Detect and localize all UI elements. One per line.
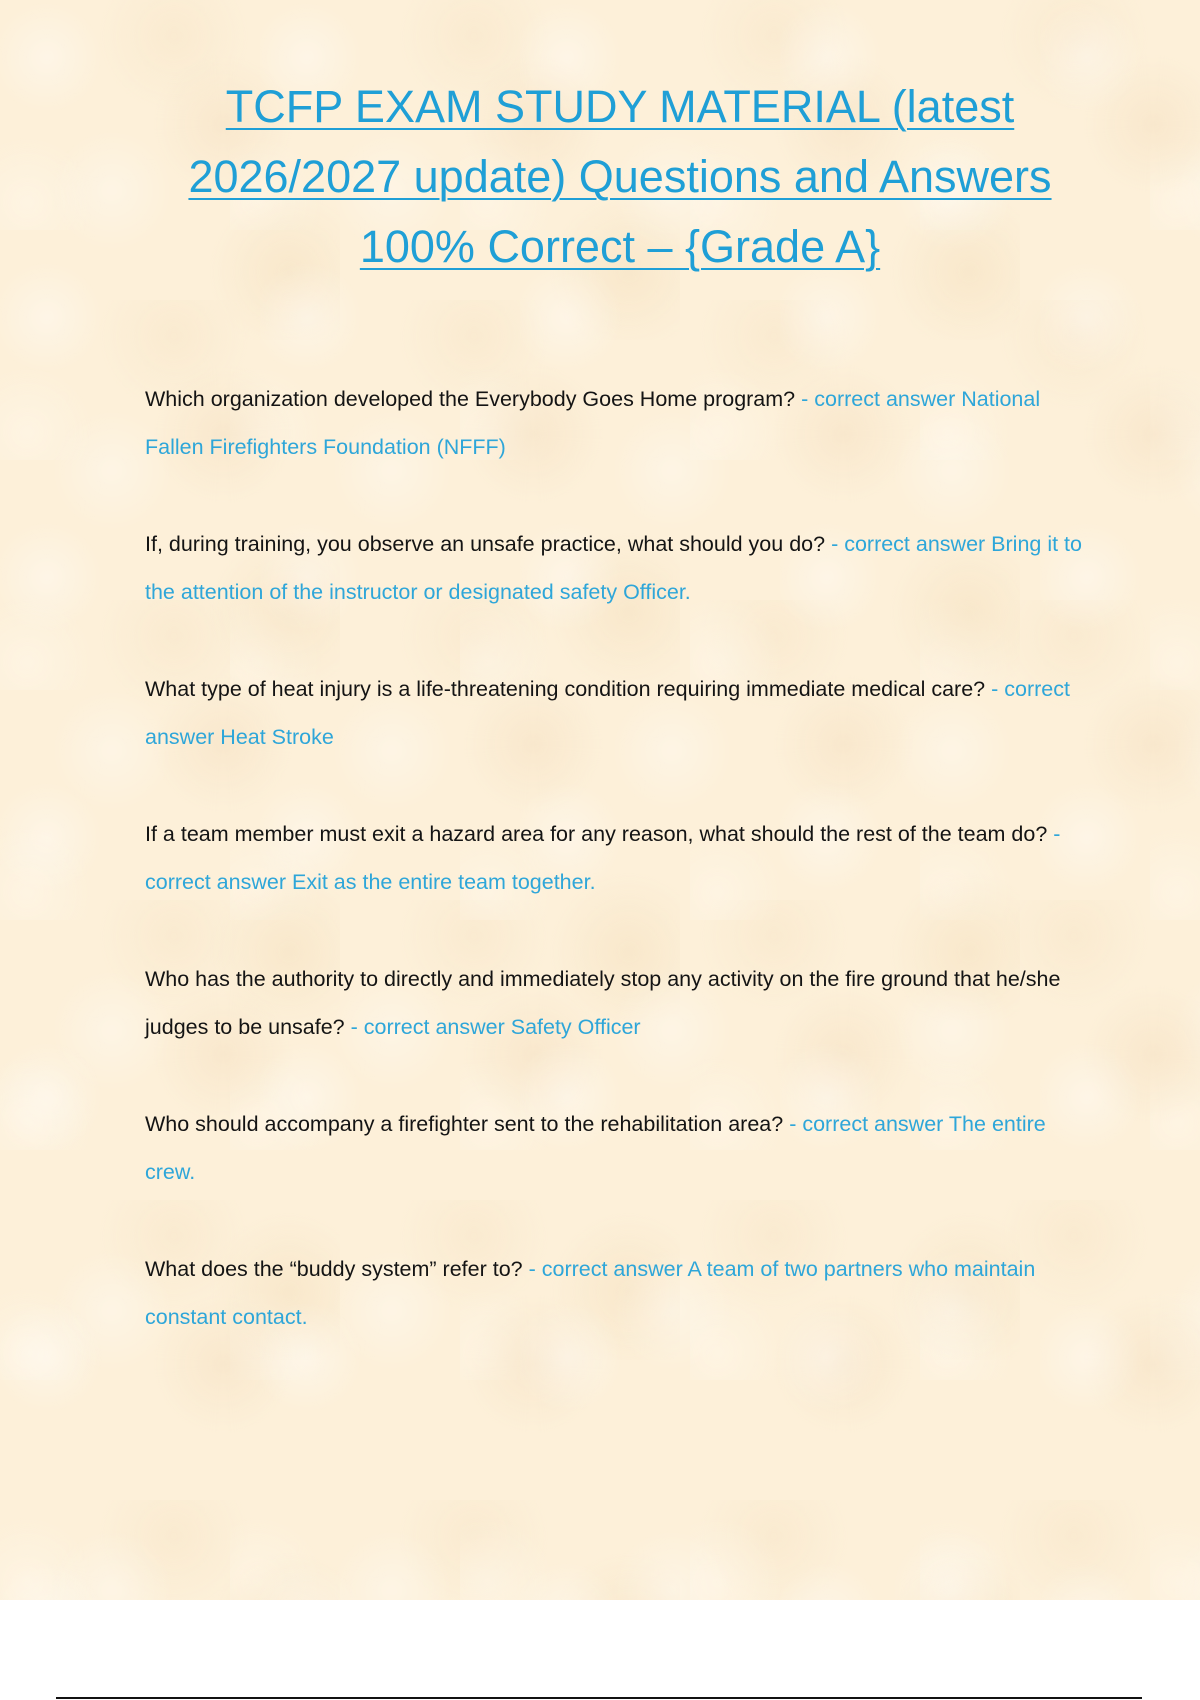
qa-item [145, 810, 1085, 906]
answer-marker: - correct answer [145, 822, 1061, 894]
qa-item [145, 955, 1085, 1051]
answer-marker: - correct answer [528, 1257, 683, 1281]
question-text: What type of heat injury is a life-threatening condition requiring immediate medical care? [145, 677, 986, 701]
qa-item [145, 1100, 1085, 1196]
answer-text: The entire crew. [145, 1112, 1046, 1184]
footer-divider [56, 1697, 1142, 1699]
question-text: If, during training, you observe an unsafe practice, what should you do? [145, 532, 826, 556]
qa-item [145, 520, 1085, 616]
question-text: If a team member must exit a hazard area for any reason, what should the rest of the team do? [145, 822, 1048, 846]
qa-item [145, 1245, 1085, 1341]
answer-text: Heat Stroke [220, 725, 334, 749]
answer-text: Bring it to the attention of the instructor or designated safety Officer. [145, 532, 1082, 604]
question-text: Who should accompany a firefighter sent to the rehabilitation area? [145, 1112, 784, 1136]
document-title: TCFP EXAM STUDY MATERIAL (latest 2026/2027 update) Questions and Answers 100% Correct – {Grade A} [188, 81, 1052, 272]
answer-marker: - correct answer [145, 677, 1070, 749]
question-text: Which organization developed the Everybody Goes Home program? [145, 387, 796, 411]
answer-marker: - correct answer [789, 1112, 944, 1136]
answer-marker: - correct answer [801, 387, 956, 411]
answer-marker: - correct answer [350, 1015, 505, 1039]
qa-item [145, 665, 1085, 761]
answer-text: National Fallen Firefighters Foundation (NFFF) [145, 387, 1041, 459]
answer-text: A team of two partners who maintain constant contact. [145, 1257, 1036, 1329]
question-text: Who has the authority to directly and immediately stop any activity on the fire ground that he/she judges to be unsafe? [145, 967, 1061, 1039]
qa-list [145, 375, 1085, 1390]
answer-marker: - correct answer [831, 532, 986, 556]
question-text: What does the “buddy system” refer to? [145, 1257, 523, 1281]
answer-text: Exit as the entire team together. [291, 870, 596, 894]
qa-item [145, 375, 1085, 471]
answer-text: Safety Officer [510, 1015, 641, 1039]
